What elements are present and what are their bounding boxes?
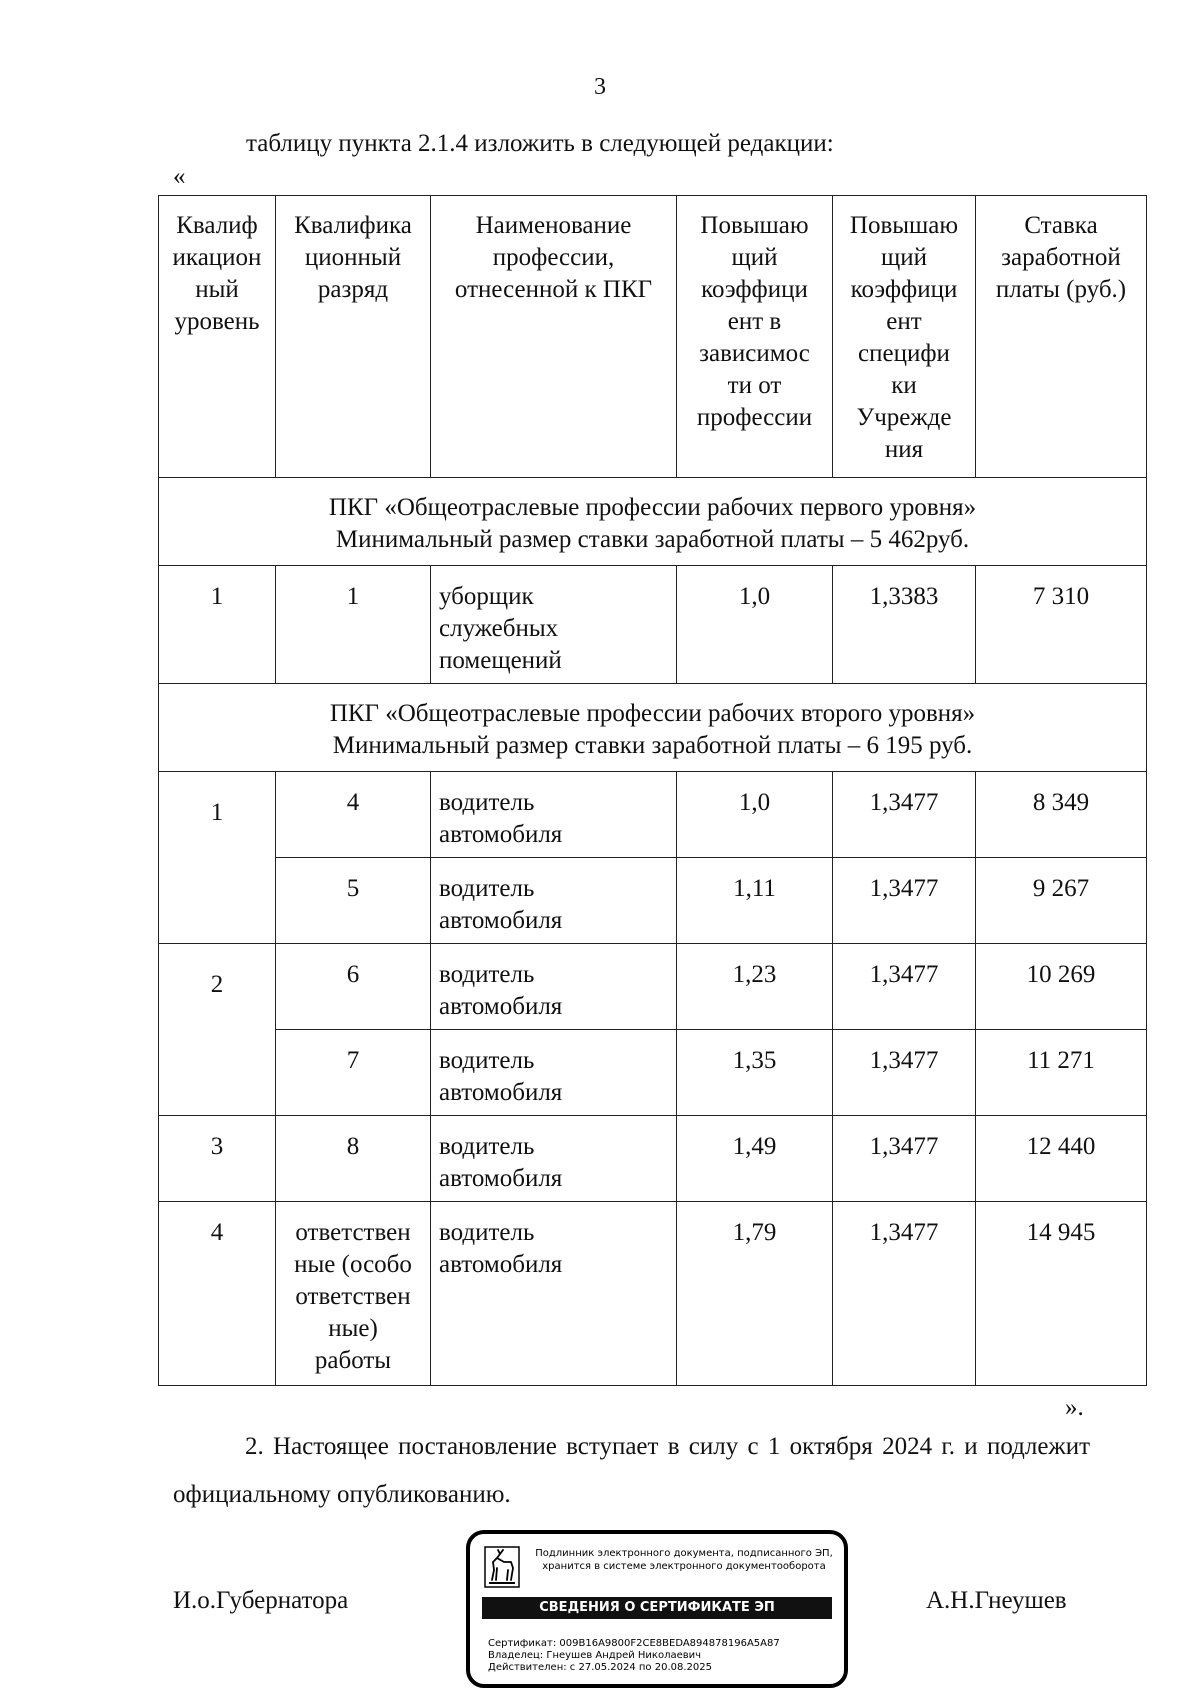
- text-line: автомобиля: [439, 1165, 563, 1192]
- text-line: ки: [891, 372, 917, 399]
- cell-coef-profession: 1,79: [677, 1202, 833, 1386]
- text-line: щий: [880, 244, 927, 271]
- cell-profession: [431, 566, 677, 684]
- group-title: [159, 684, 1147, 772]
- cell-coef-institution: 1,3477: [833, 772, 976, 858]
- text-line: Наименование: [475, 212, 632, 239]
- text-line: Повышаю: [849, 212, 959, 239]
- text-line: ент в: [727, 308, 782, 335]
- text-line: автомобиля: [439, 1079, 563, 1106]
- group-header-row: [159, 684, 1147, 772]
- text-line: Квалифика: [294, 212, 412, 239]
- cell-grade: 8: [276, 1116, 431, 1202]
- text-line: автомобиля: [439, 821, 563, 848]
- cell-grade: 7: [276, 1030, 431, 1116]
- text-line: отнесенной к ПКГ: [454, 276, 653, 303]
- text-line: автомобиля: [439, 1251, 563, 1278]
- text-line: водитель: [439, 789, 535, 816]
- cell-level: 3: [159, 1116, 276, 1202]
- stamp-owner: Владелец: Гнеушев Андрей Николаевич: [488, 1650, 702, 1661]
- group-title: [159, 478, 1147, 566]
- cell-coef-profession: 1,23: [677, 944, 833, 1030]
- cell-level: 1: [159, 772, 276, 944]
- header-level: [159, 196, 276, 478]
- stamp-text: Подлинник электронного документа, подписанного ЭП,: [535, 1548, 833, 1559]
- cell-coef-profession: 1,35: [677, 1030, 833, 1116]
- header-profession: [431, 196, 677, 478]
- text-line: водитель: [439, 1047, 535, 1074]
- cell-coef-profession: 1,0: [677, 566, 833, 684]
- table-row: [159, 1116, 1147, 1202]
- text-line: заработной: [1001, 244, 1121, 271]
- open-quote: «: [173, 163, 186, 190]
- cell-grade: 5: [276, 858, 431, 944]
- text-line: щий: [731, 244, 778, 271]
- group-min-rate: Минимальный размер ставки заработной платы – 6 195 руб.: [332, 732, 973, 759]
- text-line: платы (руб.): [995, 276, 1127, 303]
- close-quote: ».: [1065, 1394, 1084, 1421]
- cell-profession: [431, 1202, 677, 1386]
- text-line: служебных: [439, 615, 559, 642]
- cell-coef-profession: 1,11: [677, 858, 833, 944]
- signatory-position: И.о.Губернатора: [173, 1587, 349, 1614]
- rates-table: [158, 195, 1147, 1386]
- cell-profession: [431, 858, 677, 944]
- text-line: Ставка: [1024, 212, 1098, 239]
- cell-coef-institution: 1,3477: [833, 1202, 976, 1386]
- cell-rate: 10 269: [976, 944, 1147, 1030]
- header-coef-institution: [833, 196, 976, 478]
- intro-text: таблицу пункта 2.1.4 изложить в следующей редакции:: [246, 130, 834, 157]
- cell-profession: [431, 944, 677, 1030]
- text-line: ные): [328, 1315, 378, 1342]
- text-line: Квалиф: [176, 212, 258, 239]
- text-line: коэффици: [850, 276, 958, 303]
- stamp-validity: Действителен: с 27.05.2024 по 20.08.2025: [488, 1662, 712, 1673]
- text-line: разряд: [317, 276, 389, 303]
- table-row: [159, 772, 1147, 858]
- cell-grade: [276, 1202, 431, 1386]
- stamp-text: хранится в системе электронного документооборота: [542, 1561, 826, 1572]
- table-row: [159, 1030, 1147, 1116]
- cell-profession: [431, 1116, 677, 1202]
- cell-profession: [431, 1030, 677, 1116]
- table-row: [159, 566, 1147, 684]
- cell-coef-profession: 1,49: [677, 1116, 833, 1202]
- e-signature-stamp: [466, 1530, 848, 1688]
- stamp-certificate: Сертификат: 009B16A9800F2CE8BEDA894878196A5A87: [488, 1638, 780, 1649]
- text-line: Повышаю: [700, 212, 809, 239]
- cell-level: 1: [159, 566, 276, 684]
- text-line: специфи: [858, 340, 950, 367]
- paragraph-2: 2. Настоящее постановление вступает в силу с 1 октября 2024 г. и подлежит официальному опубликованию.: [173, 1433, 1090, 1508]
- cell-grade: 6: [276, 944, 431, 1030]
- cell-grade: 4: [276, 772, 431, 858]
- text-line: коэффици: [701, 276, 808, 303]
- table-header-row: [159, 196, 1147, 478]
- text-line: ответствен: [295, 1283, 411, 1310]
- signatory-name: А.Н.Гнеушев: [926, 1587, 1067, 1614]
- cell-rate: 12 440: [976, 1116, 1147, 1202]
- text-line: автомобиля: [439, 993, 563, 1020]
- group-min-rate: Минимальный размер ставки заработной платы – 5 462руб.: [335, 526, 970, 553]
- cell-level: 2: [159, 944, 276, 1116]
- text-line: профессии: [696, 404, 813, 431]
- table-row: [159, 1202, 1147, 1386]
- text-line: зависимос: [699, 340, 810, 367]
- text-line: ния: [884, 436, 924, 463]
- stamp-title-bar: СВЕДЕНИЯ О СЕРТИФИКАТЕ ЭП: [482, 1597, 832, 1619]
- table-row: [159, 858, 1147, 944]
- text-line: Учрежде: [856, 404, 952, 431]
- cell-grade: 1: [276, 566, 431, 684]
- text-line: ционный: [304, 244, 402, 271]
- text-line: ные (особо: [294, 1251, 412, 1278]
- text-line: уборщик: [439, 583, 534, 610]
- text-line: профессии,: [492, 244, 615, 271]
- cell-rate: 9 267: [976, 858, 1147, 944]
- cell-profession: [431, 772, 677, 858]
- text-line: ент: [886, 308, 922, 335]
- cell-rate: 8 349: [976, 772, 1147, 858]
- text-line: икацион: [172, 244, 262, 271]
- cell-coef-institution: 1,3477: [833, 1116, 976, 1202]
- deer-emblem-icon: [484, 1546, 520, 1588]
- cell-level: 4: [159, 1202, 276, 1386]
- text-line: ответствен: [295, 1219, 411, 1246]
- text-line: помещений: [439, 647, 562, 674]
- group-header-row: [159, 478, 1147, 566]
- header-rate: [976, 196, 1147, 478]
- cell-rate: 7 310: [976, 566, 1147, 684]
- cell-coef-profession: 1,0: [677, 772, 833, 858]
- cell-coef-institution: 1,3477: [833, 858, 976, 944]
- text-line: водитель: [439, 1219, 535, 1246]
- page-number: 3: [594, 74, 606, 100]
- cell-coef-institution: 1,3477: [833, 944, 976, 1030]
- header-grade: [276, 196, 431, 478]
- cell-coef-institution: 1,3477: [833, 1030, 976, 1116]
- header-coef-profession: [677, 196, 833, 478]
- table-row: [159, 944, 1147, 1030]
- text-line: водитель: [439, 961, 535, 988]
- text-line: уровень: [174, 308, 260, 335]
- text-line: работы: [314, 1347, 392, 1374]
- cell-rate: 14 945: [976, 1202, 1147, 1386]
- text-line: ти от: [727, 372, 782, 399]
- group-title-line: ПКГ «Общеотраслевые профессии рабочих первого уровня»: [328, 494, 977, 521]
- text-line: ный: [195, 276, 239, 303]
- text-line: водитель: [439, 875, 535, 902]
- text-line: автомобиля: [439, 907, 563, 934]
- text-line: водитель: [439, 1133, 535, 1160]
- cell-coef-institution: 1,3383: [833, 566, 976, 684]
- cell-rate: 11 271: [976, 1030, 1147, 1116]
- group-title-line: ПКГ «Общеотраслевые профессии рабочих второго уровня»: [329, 700, 976, 727]
